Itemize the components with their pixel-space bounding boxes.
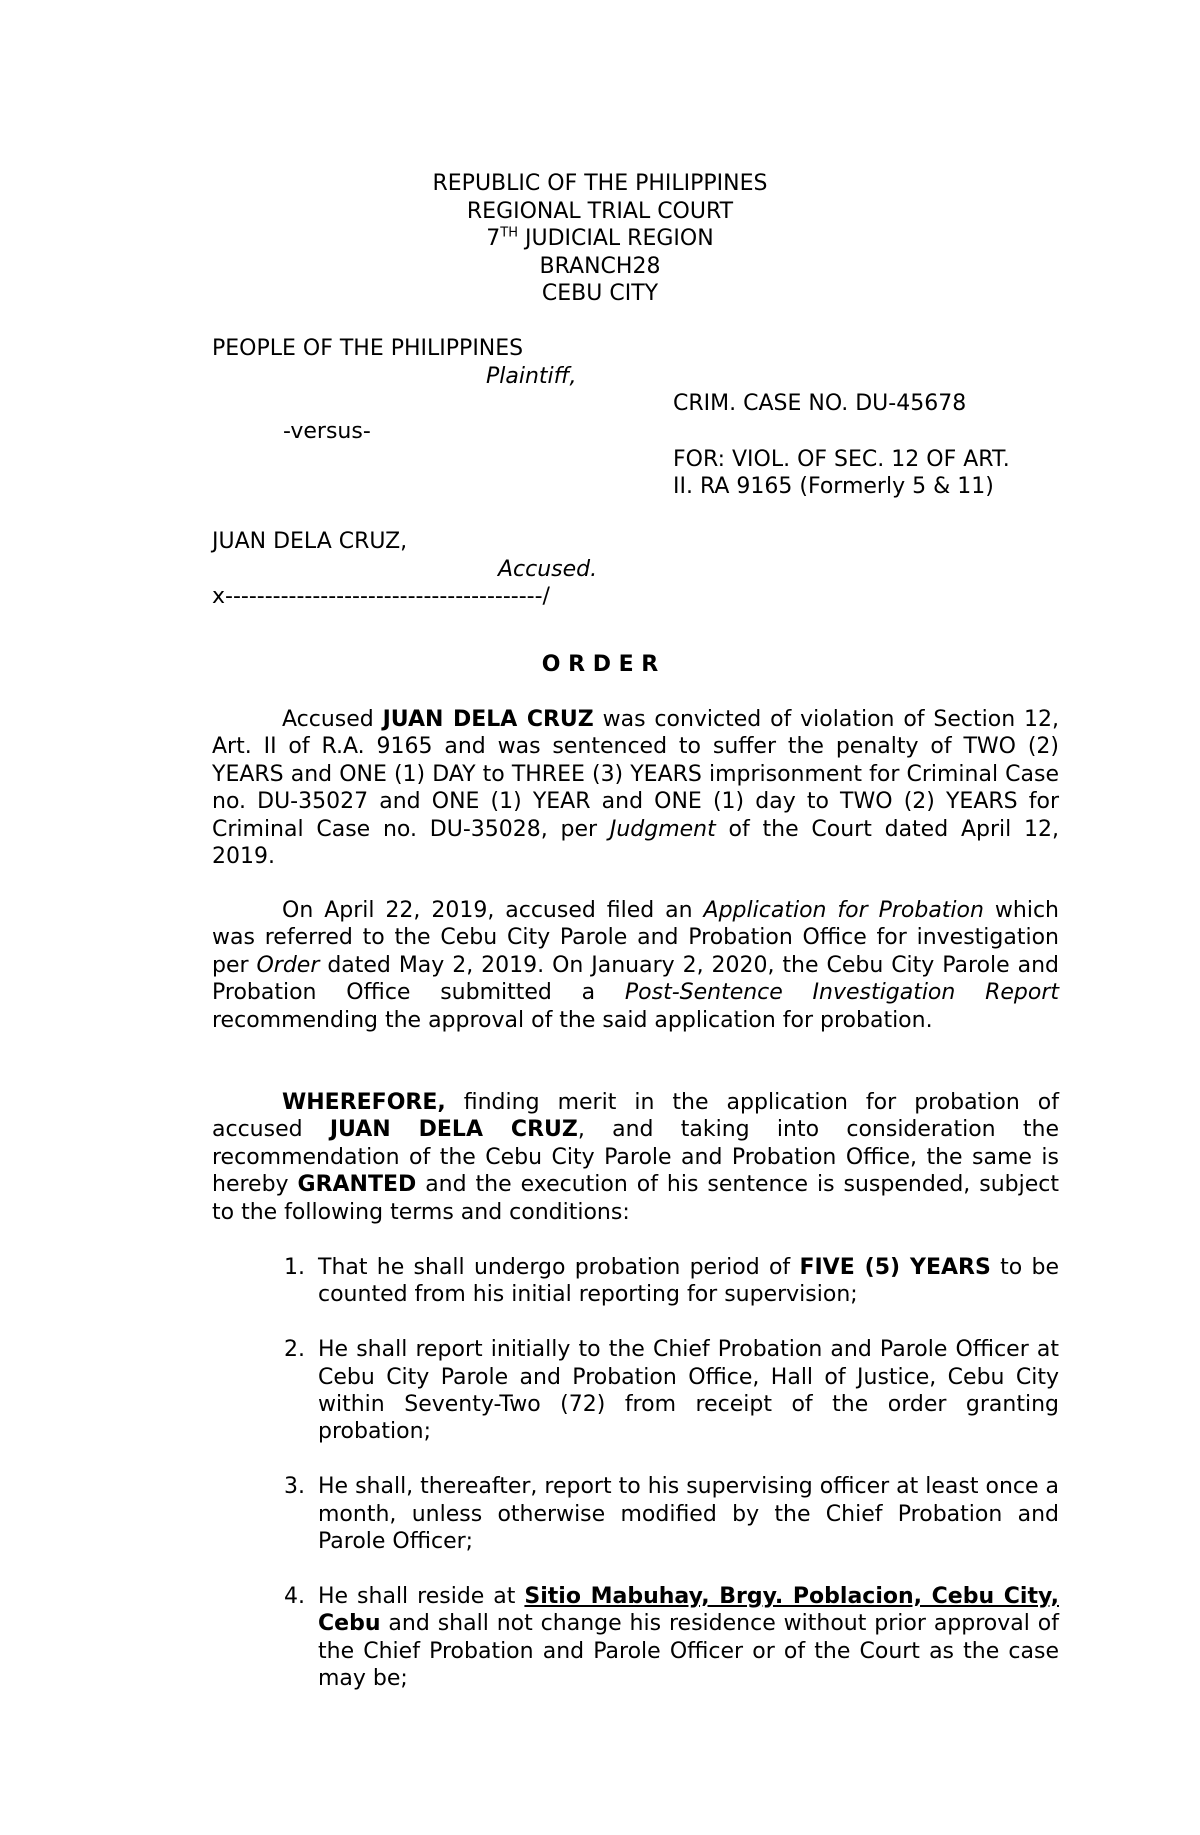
accused-role: Accused.	[498, 557, 598, 582]
header-court: REGIONAL TRIAL COURT	[466, 198, 734, 224]
condition-text: That he shall undergo probation period of	[318, 1255, 800, 1280]
caption-separator: x----------------------------------------/	[212, 584, 550, 609]
condition-number: 4.	[284, 1583, 305, 1609]
para2-text-2: which was referred to the Cebu City Parole and Probation Office for investigation per	[212, 898, 1059, 978]
condition-text: He shall, thereafter, report to his supervising officer at least once a month, unless otherwise modified by the Chief Probation and Parole Officer;	[318, 1474, 1059, 1555]
para1-text-2: was convicted of violation of Section 12, Art. II of R.A. 9165 and was sentenced to suffer the penalty of TWO (2) YEARS and ONE (1) DAY to THREE (3) YEARS imprisonment for Criminal Case no. DU-35027 and ONE (1) YEAR and ONE (1) day to TWO (2) YEARS for Criminal Case no. DU-35028, per	[212, 707, 1059, 842]
para3-text-1: finding merit in the application for probation of accused	[212, 1090, 1059, 1143]
header-region-number: 7	[486, 226, 501, 251]
header-city: CEBU CITY	[541, 281, 659, 306]
para2-order: Order	[256, 952, 320, 978]
para3-text-2: , and taking into consideration the recommendation of the Cebu City Parole and Probation Office, the same is hereby	[212, 1117, 1059, 1198]
charge-line-2: II. RA 9165 (Formerly 5 & 11)	[673, 474, 994, 499]
versus-label: -versus-	[283, 419, 371, 444]
condition-text: He shall reside at	[318, 1583, 525, 1609]
condition-period: FIVE (5) YEARS	[799, 1255, 991, 1280]
header-region-suffix: TH	[500, 225, 519, 241]
para2-report: Post-Sentence Investigation Report	[624, 980, 1060, 1006]
plaintiff-role: Plaintiff,	[486, 364, 577, 389]
para3-text-3: and the execution of his sentence is suspended, subject to the following terms and conditions:	[212, 1172, 1059, 1225]
para2-application: Application for Probation	[703, 898, 984, 923]
header-republic: REPUBLIC OF THE PHILIPPINES	[432, 171, 768, 196]
para1-accused-name: JUAN DELA CRUZ	[382, 707, 594, 732]
condition-number: 2.	[284, 1337, 305, 1363]
charge-line-1: FOR: VIOL. OF SEC. 12 OF ART.	[673, 447, 1010, 472]
paragraph-conviction	[212, 706, 1059, 870]
accused-name: JUAN DELA CRUZ,	[212, 529, 408, 554]
header-region	[0, 225, 1200, 253]
condition-residence-province: Cebu	[318, 1611, 381, 1637]
court-header	[0, 170, 1200, 308]
condition-residence-address: Sitio Mabuhay, Brgy. Poblacion, Cebu City,	[524, 1583, 1059, 1609]
para2-text-4: recommending the approval of the said application for probation.	[212, 1007, 933, 1033]
condition-item	[284, 1254, 1059, 1309]
para3-granted: GRANTED	[297, 1172, 417, 1198]
paragraph-wherefore	[212, 1089, 1059, 1226]
condition-number: 3.	[284, 1474, 305, 1500]
order-title: O R D E R	[541, 652, 659, 677]
condition-text: to be counted from his initial reporting for supervision;	[318, 1255, 1059, 1308]
para1-judgment: Judgment	[609, 816, 716, 842]
condition-item	[284, 1583, 1059, 1693]
conditions-list	[284, 1254, 1059, 1720]
plaintiff-name: PEOPLE OF THE PHILIPPINES	[212, 336, 524, 361]
para2-text-3: dated May 2, 2019. On January 2, 2020, the Cebu City Parole and Probation Office submitted a	[212, 952, 1059, 1006]
para3-wherefore: WHEREFORE,	[282, 1090, 446, 1115]
para3-accused-name: JUAN DELA CRUZ	[329, 1117, 578, 1143]
condition-text: He shall report initially to the Chief Probation and Parole Officer at Cebu City Parole and Probation Office, Hall of Justice, Cebu City within Seventy-Two (72) from receipt of the order granting probation;	[318, 1337, 1059, 1445]
case-number: CRIM. CASE NO. DU-45678	[673, 391, 967, 416]
condition-number: 1.	[284, 1255, 305, 1280]
header-branch: BRANCH28	[539, 253, 661, 279]
header-region-text: JUDICIAL REGION	[518, 226, 714, 251]
condition-item	[284, 1473, 1059, 1555]
paragraph-application	[212, 897, 1059, 1034]
para1-text-1: Accused	[282, 707, 383, 732]
para1-text-3: of the Court dated April 12, 2019.	[212, 816, 1059, 870]
para2-text-1: On April 22, 2019, accused filed an	[282, 898, 704, 923]
condition-text: and shall not change his residence without prior approval of the Chief Probation and Parole Officer or of the Court as the case may be;	[318, 1611, 1059, 1692]
condition-item	[284, 1336, 1059, 1446]
